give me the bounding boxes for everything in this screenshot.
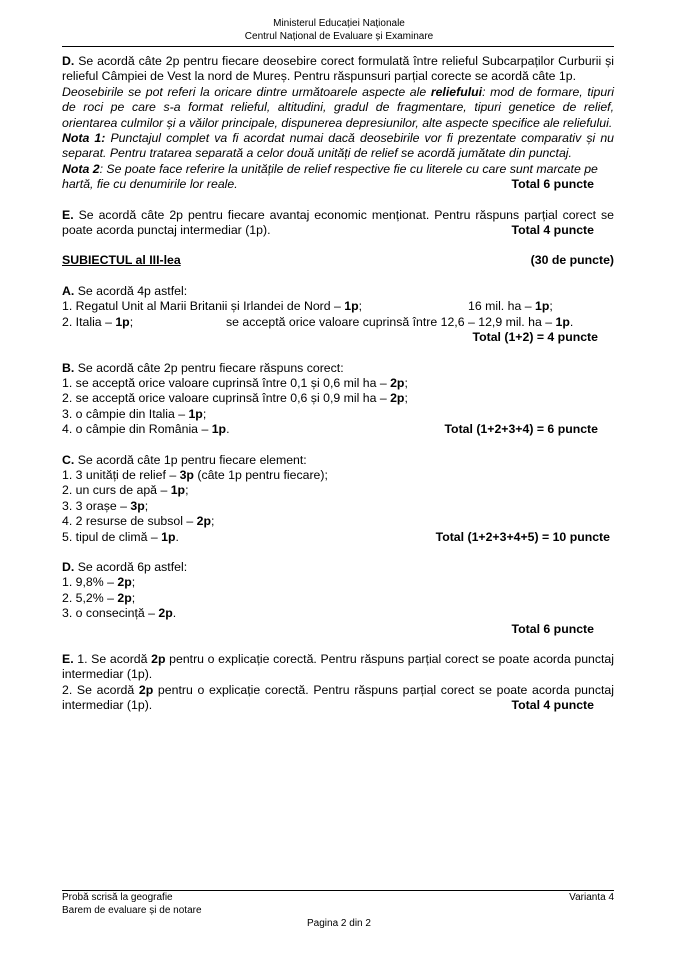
section-d-subject2 <box>62 54 614 193</box>
points: 1p <box>211 422 227 437</box>
points: 2p <box>390 391 405 406</box>
aspects-list: : mod de formare, tipuri de roci pe care s-a format relieful, altitudini, gradul de fragmentare, tipuri genetice de relief, orientarea culmilor și a văilor principale, dispunerea depresiunilor, alte aspecte specifice ale reliefului. <box>62 84 614 130</box>
answer-item: 3. o consecință – <box>62 606 159 621</box>
page-number: Pagina 2 din 2 <box>307 918 371 929</box>
note2-text: : Se poate face referire la unitățile de relief respective fie cu literele cu care sunt marcate pe hartă, fie cu denumirile lor reale. <box>62 161 598 192</box>
section-total: Total 4 puncte <box>511 223 594 238</box>
document-body <box>62 54 614 714</box>
section-e <box>62 652 614 714</box>
section-total: Total (1+2) = 4 puncte <box>472 330 598 345</box>
section-label: C. <box>62 452 75 467</box>
section-label: D. <box>62 54 75 68</box>
subject3-points: (30 de puncte) <box>530 253 614 268</box>
section-intro: Se acordă câte 2p pentru fiecare deosebire corect formulată între relieful Subcarpaților Curburii și relieful Câmpiei de Vest la nord de Mureș. Pentru răspunsuri parțial corecte se acordă câte 1p. <box>62 54 614 84</box>
points: 2p <box>158 606 173 621</box>
section-label: D. <box>62 559 75 574</box>
answer-item: 4. o câmpie din România – <box>62 422 212 437</box>
answer-item: 2. un curs de apă – <box>62 483 171 498</box>
subject3-title: SUBIECTUL al III-lea <box>62 253 181 268</box>
answer-item: 2. 5,2% – <box>62 590 118 605</box>
points: 1p <box>161 529 176 544</box>
points: 1p <box>188 406 203 421</box>
section-total: Total 6 puncte <box>511 177 594 192</box>
section-total: Total 6 puncte <box>511 621 594 636</box>
points: 2p <box>138 682 154 697</box>
section-b: B. Se acordă câte 2p pentru fiecare răspuns corect: 1. se acceptă orice valoare cuprinsă între 0,1 și 0,6 mil ha – 2p; 2. se acceptă orice valoare cuprinsă între 0,6 și 0,9 mil ha – 2p; 3. o câmpie din Italia – 1p; 4. o câmpie din România – 1p. Total (1+2+3+4) = 6 puncte <box>62 360 598 437</box>
footer-exam-name: Probă scrisă la geografie <box>62 892 173 903</box>
points: 2p <box>390 375 405 390</box>
section-total: Total 4 puncte <box>511 698 594 713</box>
footer-divider <box>62 890 614 891</box>
header-divider <box>62 46 614 47</box>
punct: ; <box>358 299 363 314</box>
punct: ; <box>129 314 134 329</box>
points: 2p <box>196 514 212 529</box>
answer-text: pentru o explicație corectă. Pentru răspuns parțial corect se poate acorda punctaj intermediar (1p). <box>62 652 615 682</box>
points: 1p <box>170 483 186 498</box>
answer-item: 1. 9,8% – <box>62 575 118 590</box>
footer-variant: Varianta 4 <box>569 892 614 903</box>
answer-item: 1. se acceptă orice valoare cuprinsă între 0,1 și 0,6 mil ha – <box>62 375 391 390</box>
points: 1p <box>115 314 130 329</box>
page-footer <box>62 892 614 917</box>
section-label: E. <box>62 652 74 666</box>
section-total: Total (1+2+3+4) = 6 puncte <box>444 422 598 437</box>
answer-item: 1. Regatul Unit al Marii Britanii și Irlandei de Nord – <box>62 299 345 314</box>
note1-text: Punctajul complet va fi acordat numai dacă deosebirile vor fi prezentate comparativ și nu separat. Pentru tratarea separată a celor două unități de relief se acordă jumătate din punctaj. <box>62 131 615 161</box>
answer-value: se acceptă orice valoare cuprinsă între 12,6 – 12,9 mil. ha – <box>226 314 556 329</box>
footer-doc-type: Barem de evaluare și de notare <box>62 904 202 916</box>
section-c: C. Se acordă câte 1p pentru fiecare element: 1. 3 unități de relief – 3p (câte 1p pentru fiecare); 2. un curs de apă – 1p; 3. 3 orașe – 3p; 4. 2 resurse de subsol – 2p; 5. tipul de climă – 1p. Total (1+2+3+4+5) = 10 puncte <box>62 452 610 544</box>
section-e-subject2 <box>62 208 614 239</box>
points: 2p <box>117 590 132 605</box>
answer-item: 2. Italia – <box>62 314 116 329</box>
section-total: Total (1+2+3+4+5) = 10 puncte <box>435 529 610 544</box>
header-ministry: Ministerul Educației Naționale <box>273 18 405 29</box>
answer-text: 2. Se acordă <box>62 682 139 697</box>
answer-text: pentru o explicație corectă. Pentru răspuns parțial corect se poate acorda punctaj intermediar (1p). <box>62 682 614 713</box>
section-label: B. <box>62 360 75 375</box>
page-header <box>0 18 678 43</box>
section-intro: Se acordă câte 1p pentru fiecare element: <box>74 452 307 467</box>
points: 3p <box>130 498 145 513</box>
answer-item: 3. o câmpie din Italia – <box>62 406 189 421</box>
points: 3p <box>179 467 194 482</box>
points: 1p <box>535 299 550 314</box>
section-intro: Se acordă câte 2p pentru fiecare răspuns corect: <box>74 360 344 375</box>
section-label: A. <box>62 283 75 298</box>
answer-item: 4. 2 resurse de subsol – <box>62 514 197 529</box>
points: 2p <box>151 652 166 666</box>
answer-text: 1. Se acordă <box>73 652 152 666</box>
aspects-text: Deosebirile se pot referi la oricare dintre următoarele aspecte ale <box>62 84 431 99</box>
section-text: Se acordă câte 2p pentru fiecare avantaj economic menționat. Pentru răspuns parțial corect se poate acorda punctaj intermediar (1p). <box>62 207 614 238</box>
points: 1p <box>344 299 359 314</box>
aspects-keyword: reliefului <box>430 84 483 99</box>
points: 2p <box>117 575 132 590</box>
note2-label: Nota 2 <box>62 161 100 176</box>
section-label: E. <box>62 207 74 222</box>
section-d: D. Se acordă 6p astfel: 1. 9,8% – 2p; 2. 5,2% – 2p; 3. o consecință – 2p. Total 6 puncte <box>62 560 614 637</box>
section-a: A. Se acordă 4p astfel: 1. Regatul Unit al Marii Britanii și Irlandei de Nord – 1p; 16 mil. ha – 1p; 2. Italia – 1p; se acceptă orice valoare cuprinsă între 12,6 – 12,9 mil. ha – 1p. Total (1+2) = 4 puncte <box>62 284 614 346</box>
section-intro: Se acordă 4p astfel: <box>74 283 188 298</box>
header-center: Centrul Național de Evaluare și Examinare <box>244 30 434 42</box>
subject3-heading <box>62 253 614 268</box>
answer-item: 5. tipul de climă – <box>62 529 162 544</box>
answer-item: 1. 3 unități de relief – <box>62 467 180 482</box>
answer-item: 3. 3 orașe – <box>62 498 131 513</box>
section-intro: Se acordă 6p astfel: <box>74 559 188 574</box>
note1-label: Nota 1: <box>62 131 106 146</box>
points: 1p <box>555 314 570 329</box>
answer-item: 2. se acceptă orice valoare cuprinsă între 0,6 și 0,9 mil ha – <box>62 391 391 406</box>
answer-note: (câte 1p pentru fiecare); <box>193 467 328 482</box>
answer-value: 16 mil. ha – <box>468 299 535 314</box>
